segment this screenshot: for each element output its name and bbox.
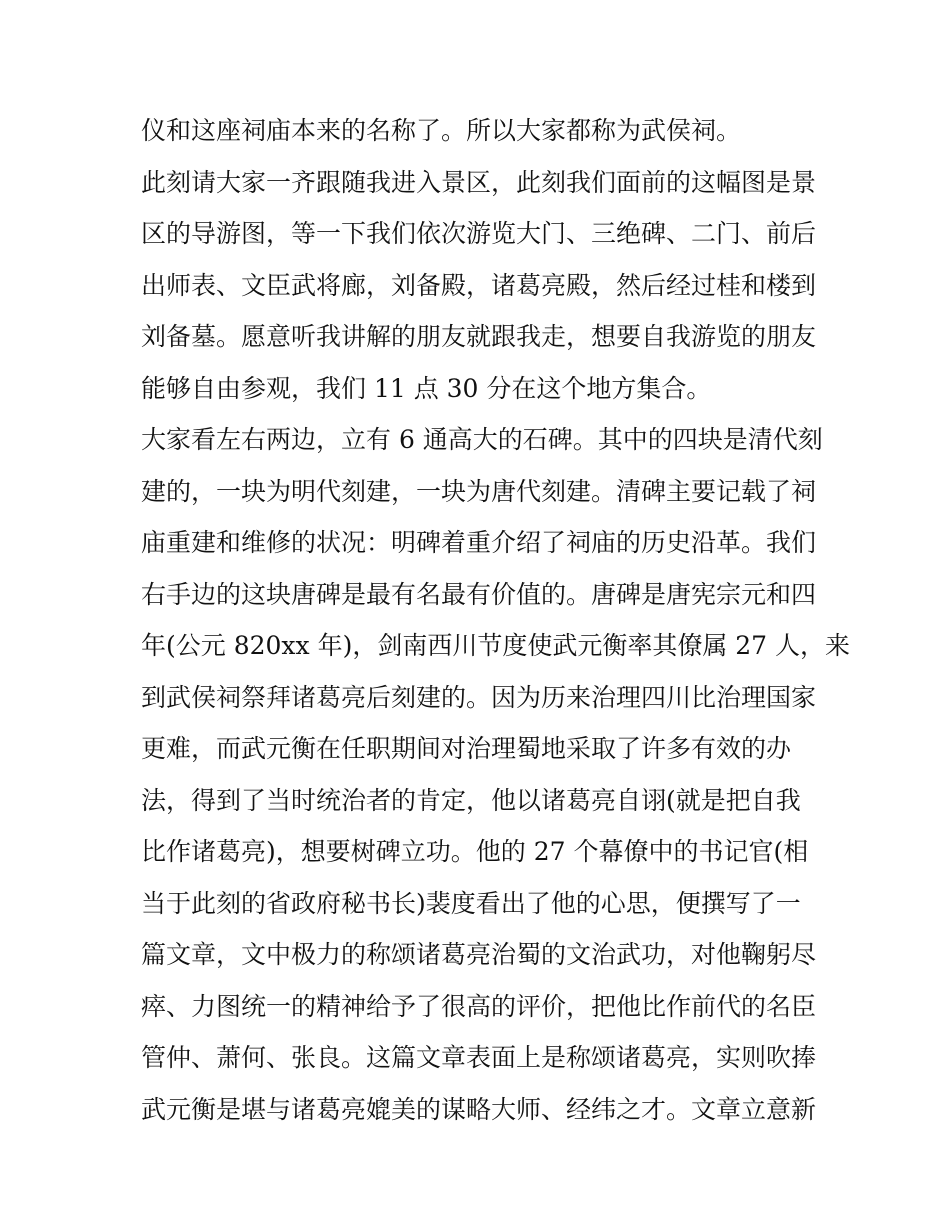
text-line: 篇文章，文中极力的称颂诸葛亮治蜀的文治武功，对他鞠躬尽 — [141, 940, 817, 969]
text-line: 仪和这座祠庙本来的名称了。所以大家都称为武侯祠。 — [141, 116, 742, 145]
text-line: 右手边的这块唐碑是最有名最有价值的。唐碑是唐宪宗元和四 — [141, 579, 817, 609]
text-line: 庙重建和维修的状况：明碑着重介绍了祠庙的历史沿革。我们 — [141, 528, 817, 557]
text-line: 年(公元 820xx 年)，剑南西川节度使武元衡率其僚属 27 人，来 — [141, 631, 851, 660]
text-line: 当于此刻的省政府秘书长)裴度看出了他的心思，便撰写了一 — [141, 888, 801, 918]
text-line: 能够自由参观，我们 11 点 30 分在这个地方集合。 — [141, 373, 712, 403]
text-line: 更难，而武元衡在任职期间对治理蜀地采取了许多有效的办 — [141, 734, 792, 763]
text-line: 瘁、力图统一的精神给予了很高的评价，把他比作前代的名臣 — [141, 991, 817, 1021]
text-line: 建的，一块为明代刻建，一块为唐代刻建。清碑主要记载了祠 — [141, 476, 817, 506]
text-line: 比作诸葛亮)，想要树碑立功。他的 27 个幕僚中的书记官(相 — [141, 837, 809, 866]
text-line: 大家看左右两边，立有 6 通高大的石碑。其中的四块是清代刻 — [141, 425, 823, 454]
text-line: 出师表、文臣武将廊，刘备殿，诸葛亮殿，然后经过桂和楼到 — [141, 270, 817, 300]
text-line: 法，得到了当时统治者的肯定，他以诸葛亮自诩(就是把自我 — [141, 785, 801, 815]
text-line: 此刻请大家一齐跟随我进入景区，此刻我们面前的这幅图是景 — [141, 167, 817, 197]
body-text — [141, 105, 851, 1135]
text-line: 到武侯祠祭拜诸葛亮后刻建的。因为历来治理四川比治理国家 — [141, 682, 817, 712]
text-line: 刘备墓。愿意听我讲解的朋友就跟我走，想要自我游览的朋友 — [141, 322, 817, 351]
text-line: 管仲、萧何、张良。这篇文章表面上是称颂诸葛亮，实则吹捧 — [141, 1043, 817, 1072]
text-line: 武元衡是堪与诸葛亮媲美的谋略大师、经纬之才。文章立意新 — [141, 1094, 817, 1124]
text-line: 区的导游图，等一下我们依次游览大门、三绝碑、二门、前后 — [141, 219, 817, 248]
